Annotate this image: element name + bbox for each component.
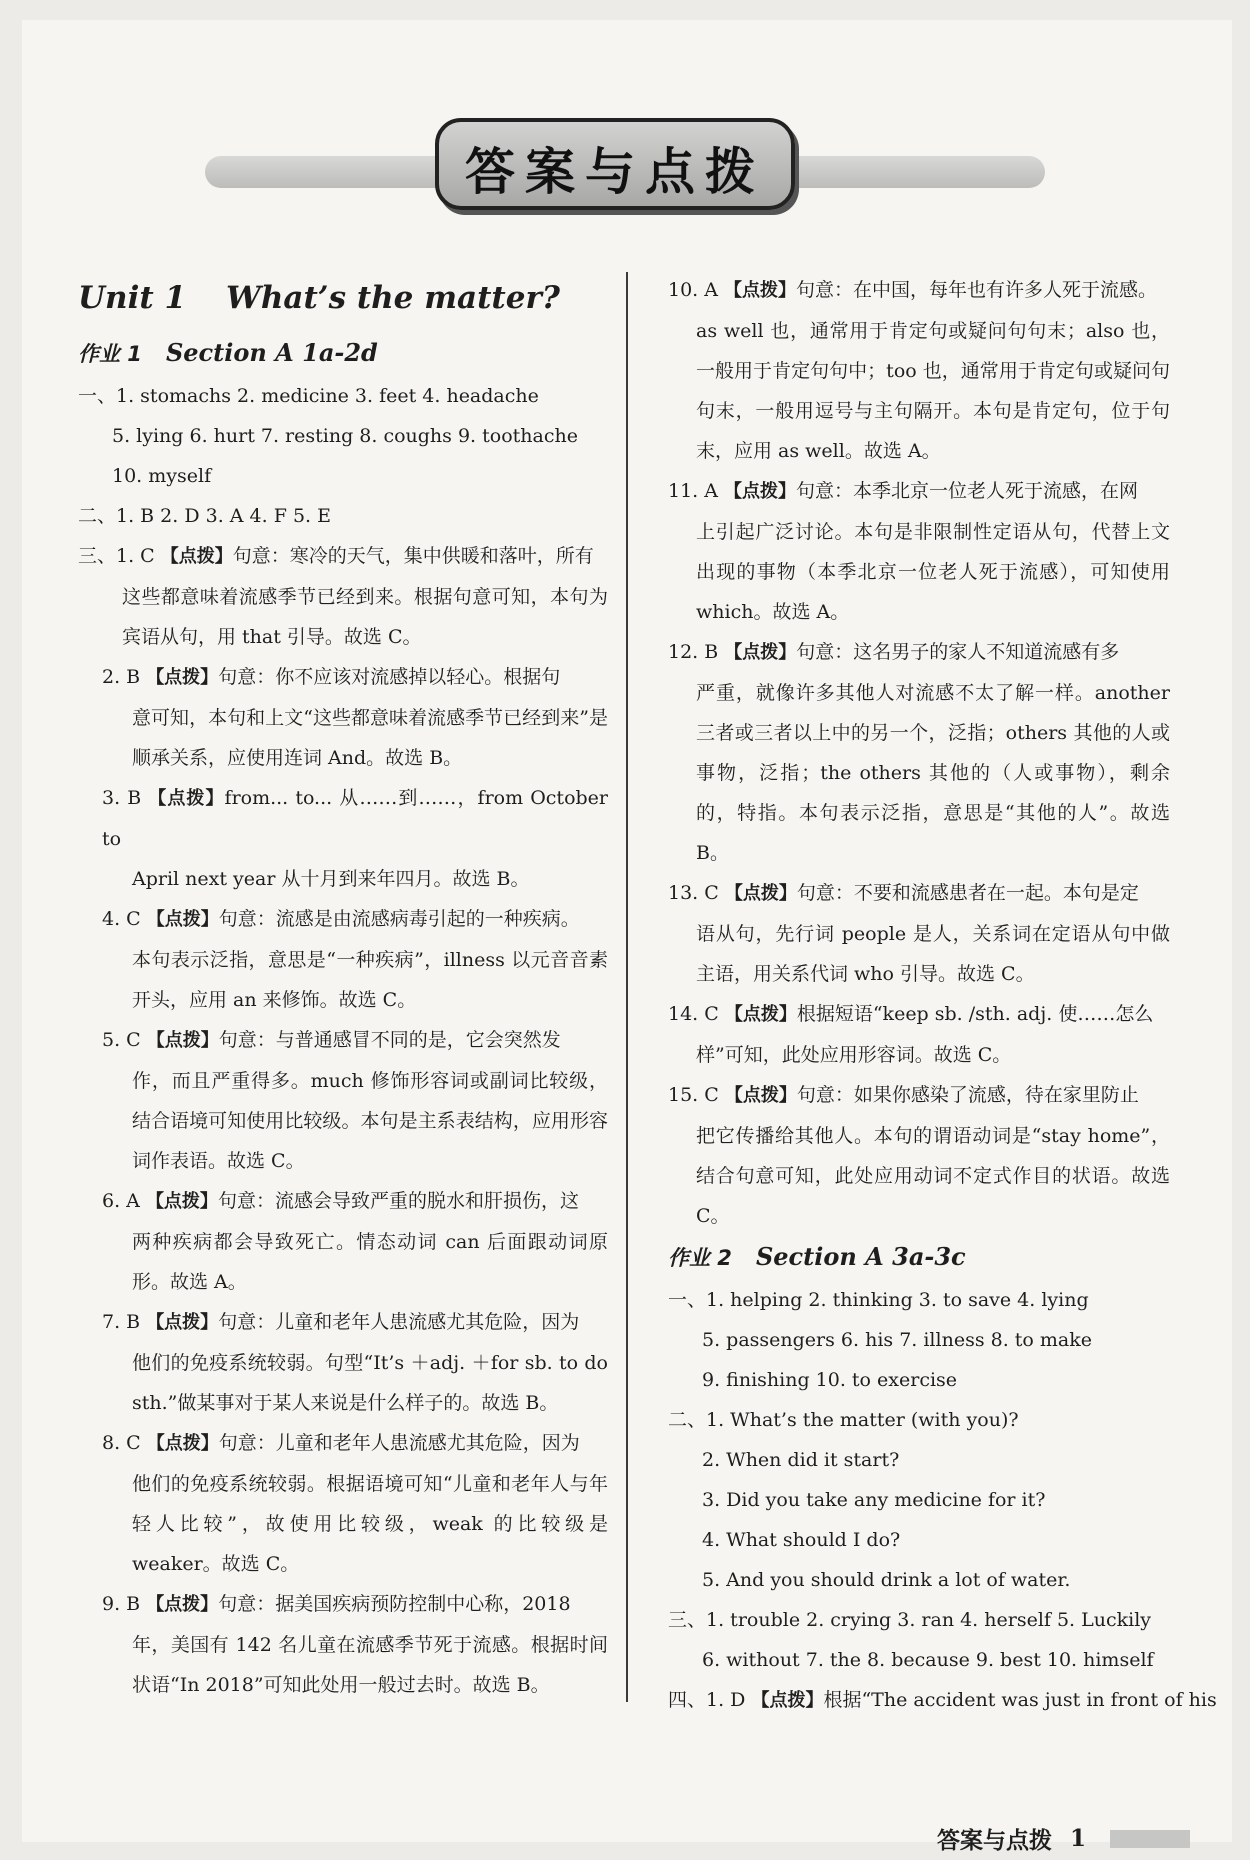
explanation-item: 11. A 【点拨】句意：本季北京一位老人死于流感，在网 上引起广泛讨论。本句是非限制性定语从句，代替上文出现的事物（本季北京一位老人死于流感），可知使用 which。故选 A。 — [668, 480, 1170, 623]
column-divider — [626, 272, 628, 1702]
explanation-item: 15. C 【点拨】句意：如果你感染了流感，待在家里防止 把它传播给其他人。本句的谓语动词是“stay home”，结合句意可知，此处应用动词不定式作目的状语。故选 C。 — [668, 1084, 1170, 1227]
homework-1-heading — [78, 338, 608, 368]
page-number: 1 — [1069, 1825, 1086, 1852]
answer-line: 二、1. What’s the matter (with you)? — [668, 1409, 1019, 1431]
explanation-item: 3. B 【点拨】from... to... 从……到……，from October to April next year 从十月到来年四月。故选 B。 — [102, 787, 608, 890]
answer-line: 一、1. helping 2. thinking 3. to save 4. lying — [668, 1289, 1089, 1311]
page-title: 答案与点拨 — [465, 143, 765, 201]
answer-line: 4. What should I do? — [702, 1529, 901, 1551]
answer-line: 5. lying 6. hurt 7. resting 8. coughs 9. toothache — [112, 425, 578, 447]
homework-tag: 作业 1 — [78, 342, 142, 366]
explanation-item: 6. A 【点拨】句意：流感会导致严重的脱水和肝损伤，这 两种疾病都会导致死亡。情态动词 can 后面跟动词原形。故选 A。 — [102, 1190, 608, 1293]
explanation-list — [668, 270, 1170, 1236]
explanation-item: 9. B 【点拨】句意：据美国疾病预防控制中心称，2018 年，美国有 142 名儿童在流感季节死于流感。根据时间状语“In 2018”可知此处用一般过去时。故选 B。 — [102, 1593, 608, 1696]
explanation-item: 4. C 【点拨】句意：流感是由流感病毒引起的一种疾病。 本句表示泛指，意思是“一种疾病”，illness 以元音音素开头，应用 an 来修饰。故选 C。 — [102, 908, 608, 1011]
answer-line: 5. passengers 6. his 7. illness 8. to make — [702, 1329, 1092, 1351]
explanation-item: 10. A 【点拨】句意：在中国，每年也有许多人死于流感。 as well 也，通常用于肯定句或疑问句句末；also 也，一般用于肯定句句中；too 也，通常用于肯定句或疑问句句末，一般用逗号与主句隔开。本句是肯定句，位于句末，应用 as well。故选 A。 — [668, 279, 1170, 462]
right-column — [668, 270, 1217, 1721]
left-column — [78, 270, 608, 1705]
explanation-item: 13. C 【点拨】句意：不要和流感患者在一起。本句是定 语从句，先行词 people 是人，关系词在定语从句中做主语，用关系代词 who 引导。故选 C。 — [668, 882, 1170, 985]
unit-number: Unit 1 — [78, 280, 187, 316]
answer-line: 9. finishing 10. to exercise — [702, 1369, 958, 1391]
homework-2-heading — [668, 1242, 1170, 1272]
unit-name: What’s the matter? — [226, 280, 560, 316]
section-label: Section A 3a-3c — [755, 1242, 966, 1271]
explanation-item: 7. B 【点拨】句意：儿童和老年人患流感尤其危险，因为 他们的免疫系统较弱。句型“It’s ＋adj. ＋for sb. to do sth.”做某事对于某人来说是什么样子的。故选 B。 — [102, 1311, 608, 1414]
explanation-item: 5. C 【点拨】句意：与普通感冒不同的是，它会突然发 作，而且严重得多。much 修饰形容词或副词比较级，结合语境可知使用比较级。本句是主系表结构，应用形容词作表语。故选 C。 — [102, 1029, 608, 1172]
answer-line: 10. myself — [112, 465, 212, 487]
header-banner — [205, 118, 1045, 218]
section-label: Section A 1a-2d — [165, 338, 378, 367]
explanation-item: 12. B 【点拨】句意：这名男子的家人不知道流感有多 严重，就像许多其他人对流感不太了解一样。another 三者或三者以上中的另一个，泛指；others 其他的人或事物，泛指；the others 其他的（人或事物），剩余的，特指。本句表示泛指，意思是“其他的人”。故选 B。 — [668, 641, 1170, 864]
homework-tag: 作业 2 — [668, 1246, 732, 1270]
answer-line: 三、1. trouble 2. crying 3. ran 4. herself 5. Luckily — [668, 1609, 1152, 1631]
answer-line: 6. without 7. the 8. because 9. best 10. himself — [702, 1649, 1154, 1671]
footer-bar — [1110, 1830, 1190, 1848]
explanation-list — [78, 536, 608, 1705]
explanation-item: 2. B 【点拨】句意：你不应该对流感掉以轻心。根据句 意可知，本句和上文“这些都意味着流感季节已经到来”是顺承关系，应使用连词 And。故选 B。 — [102, 666, 608, 769]
answer-line: 四、1. D 【点拨】根据“The accident was just in front of his — [668, 1689, 1217, 1711]
answer-line: 二、1. B 2. D 3. A 4. F 5. E — [78, 505, 331, 527]
banner-box — [435, 118, 795, 210]
footer-label: 答案与点拨 — [936, 1828, 1052, 1854]
answer-line: 2. When did it start? — [702, 1449, 900, 1471]
unit-heading — [78, 280, 608, 316]
page-footer — [937, 1822, 1190, 1855]
explanation-item: 三、1. C 【点拨】句意：寒冷的天气，集中供暖和落叶，所有 这些都意味着流感季节已经到来。根据句意可知，本句为宾语从句，用 that 引导。故选 C。 — [78, 545, 608, 648]
answer-line: 一、1. stomachs 2. medicine 3. feet 4. headache — [78, 385, 539, 407]
explanation-item: 14. C 【点拨】根据短语“keep sb. /sth. adj. 使……怎么 样”可知，此处应用形容词。故选 C。 — [668, 1003, 1154, 1066]
answer-line: 5. And you should drink a lot of water. — [702, 1569, 1071, 1591]
answer-line: 3. Did you take any medicine for it? — [702, 1489, 1046, 1511]
explanation-item: 8. C 【点拨】句意：儿童和老年人患流感尤其危险，因为 他们的免疫系统较弱。根据语境可知“儿童和老年人与年轻人比较”，故使用比较级，weak 的比较级是 weaker。故选 C。 — [102, 1432, 608, 1575]
